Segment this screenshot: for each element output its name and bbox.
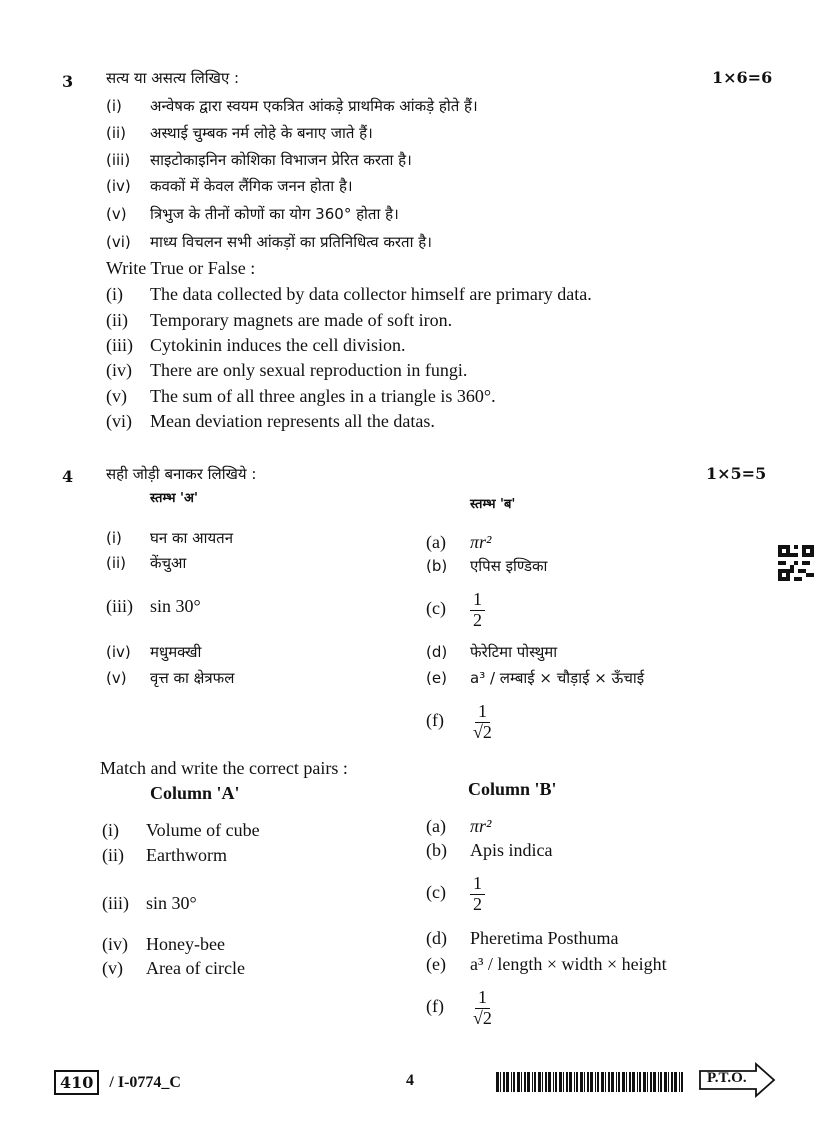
q4-number: 4 <box>62 467 74 486</box>
barcode-bar <box>521 1072 522 1092</box>
barcode-bar <box>569 1072 572 1092</box>
q4-english-col-a-heading: Column 'A' <box>150 783 240 803</box>
q3-english-item: (iii) Cytokinin induces the cell division. <box>106 335 406 355</box>
barcode-bar <box>496 1072 499 1092</box>
barcode-bar <box>576 1072 578 1092</box>
barcode-bar <box>597 1072 599 1092</box>
pto-label: P.T.O. <box>707 1070 747 1086</box>
q3-english-item: (v) The sum of all three angles in a triangle is 360°. <box>106 386 496 406</box>
barcode-bar <box>681 1072 683 1092</box>
barcode-bar <box>590 1072 593 1092</box>
barcode <box>496 1072 686 1092</box>
q4-hindi-col-b-item: (f) $\frac{1}{√2}$ <box>426 702 495 743</box>
paper-code: / I-0774_C <box>109 1073 181 1091</box>
barcode-bar <box>566 1072 568 1092</box>
barcode-bar <box>503 1072 505 1092</box>
q3-english-item: (vi) Mean deviation represents all the datas. <box>106 411 435 431</box>
barcode-bar <box>674 1072 677 1092</box>
barcode-bar <box>584 1072 585 1092</box>
barcode-bar <box>664 1072 667 1092</box>
qr-code <box>778 545 814 581</box>
barcode-bar <box>629 1072 631 1092</box>
barcode-bar <box>542 1072 543 1092</box>
barcode-bar <box>639 1072 641 1092</box>
q4-hindi-col-b-item: (a) πr² <box>426 532 492 552</box>
barcode-bar <box>548 1072 551 1092</box>
barcode-bar <box>527 1072 530 1092</box>
q3-hindi-item: (iv) कवकों में केवल लैंगिक जनन होता है। <box>106 177 353 195</box>
barcode-bar <box>524 1072 526 1092</box>
q4-hindi-col-a-item: (ii) केंचुआ <box>106 554 187 572</box>
page-number: 4 <box>406 1072 414 1089</box>
barcode-bar <box>595 1072 596 1092</box>
q3-hindi-item: (vi) माध्य विचलन सभी आंकड़ों का प्रतिनिधित्व करता है। <box>106 233 432 251</box>
barcode-bar <box>555 1072 557 1092</box>
q4-hindi-heading: सही जोड़ी बनाकर लिखिये : <box>106 465 257 483</box>
q3-hindi-item: (i) अन्वेषक द्वारा स्वयम एकत्रित आंकड़े प्राथमिक आंकड़े होते हैं। <box>106 97 478 115</box>
q3-hindi-item: (ii) अस्थाई चुम्बक नर्म लोहे के बनाए जाते हैं। <box>106 124 373 142</box>
barcode-bar <box>506 1072 509 1092</box>
q4-english-col-b-item: (b) Apis indica <box>426 840 553 860</box>
barcode-bar <box>626 1072 627 1092</box>
barcode-bar <box>601 1072 604 1092</box>
barcode-bar <box>611 1072 614 1092</box>
fraction: $\frac{1}{√2}$ <box>473 701 492 742</box>
q4-english-col-b-heading: Column 'B' <box>468 779 557 799</box>
q4-english-col-a-item: (v) Area of circle <box>102 958 245 978</box>
q4-hindi-col-b-heading: स्तम्भ 'ब' <box>470 497 516 512</box>
barcode-bar <box>605 1072 606 1092</box>
q4-english-col-a-item: (iii) sin 30° <box>102 893 197 913</box>
barcode-bar <box>643 1072 646 1092</box>
barcode-bar <box>534 1072 536 1092</box>
fraction: $\frac{1}{2}$ <box>470 874 485 915</box>
q4-hindi-col-b-item: (e) a³ / लम्बाई × चौड़ाई × ऊँचाई <box>426 669 645 687</box>
q4-english-col-a-item: (ii) Earthworm <box>102 845 227 865</box>
q3-marks: 1×6=6 <box>712 68 773 87</box>
barcode-bar <box>637 1072 638 1092</box>
q3-hindi-item: (iii) साइटोकाइनिन कोशिका विभाजन प्रेरित करता है। <box>106 151 412 169</box>
fraction: $\frac{1}{2}$ <box>470 590 485 631</box>
barcode-bar <box>587 1072 589 1092</box>
barcode-bar <box>668 1072 669 1092</box>
q4-hindi-col-a-item: (v) वृत्त का क्षेत्रफल <box>106 669 235 687</box>
barcode-bar <box>545 1072 547 1092</box>
q4-hindi-col-b-item: (d) फेरेटिमा पोस्थुमा <box>426 643 558 661</box>
barcode-bar <box>538 1072 541 1092</box>
barcode-bar <box>622 1072 625 1092</box>
barcode-bar <box>563 1072 564 1092</box>
q4-hindi-col-a-heading: स्तम्भ 'अ' <box>150 491 198 506</box>
q3-hindi-item: (v) त्रिभुज के तीनों कोणों का योग 360° होता है। <box>106 205 399 223</box>
pto-arrow <box>698 1062 776 1102</box>
barcode-bar <box>616 1072 617 1092</box>
q4-english-col-b-item: (c) $\frac{1}{2}$ <box>426 874 485 915</box>
q4-hindi-col-a-item: (iii) sin 30° <box>106 596 201 616</box>
barcode-bar <box>517 1072 520 1092</box>
paper-code-box: 410 <box>54 1070 99 1095</box>
q4-hindi-col-a-item: (iv) मधुमक्खी <box>106 643 202 661</box>
barcode-bar <box>618 1072 620 1092</box>
fraction: $\frac{1}{√2}$ <box>473 987 492 1028</box>
q4-marks: 1×5=5 <box>706 464 767 483</box>
q3-english-item: (ii) Temporary magnets are made of soft iron. <box>106 310 453 330</box>
q4-english-col-b-item: (f) $\frac{1}{√2}$ <box>426 988 495 1029</box>
q3-number: 3 <box>62 72 74 91</box>
q3-english-heading: Write True or False : <box>106 258 256 278</box>
q4-english-col-b-item: (a) πr² <box>426 816 492 836</box>
barcode-bar <box>658 1072 659 1092</box>
barcode-bar <box>511 1072 512 1092</box>
barcode-bar <box>679 1072 680 1092</box>
barcode-bar <box>608 1072 610 1092</box>
barcode-bar <box>500 1072 501 1092</box>
barcode-bar <box>632 1072 635 1092</box>
q4-hindi-col-a-item: (i) घन का आयतन <box>106 529 234 547</box>
q4-hindi-col-b-item: (c) $\frac{1}{2}$ <box>426 590 485 631</box>
q3-english-item: (i) The data collected by data collector himself are primary data. <box>106 284 592 304</box>
barcode-bar <box>660 1072 662 1092</box>
q4-english-col-b-item: (d) Pheretima Posthuma <box>426 928 619 948</box>
q4-english-col-a-item: (i) Volume of cube <box>102 820 260 840</box>
barcode-bar <box>513 1072 515 1092</box>
barcode-bar <box>574 1072 575 1092</box>
barcode-bar <box>553 1072 554 1092</box>
q4-english-col-a-item: (iv) Honey-bee <box>102 934 225 954</box>
q3-hindi-heading: सत्य या असत्य लिखिए : <box>106 69 240 87</box>
q4-english-heading: Match and write the correct pairs : <box>100 758 348 778</box>
footer <box>54 1070 181 1095</box>
q4-hindi-col-b-item: (b) एपिस इण्डिका <box>426 557 548 575</box>
q4-english-col-b-item: (e) a³ / length × width × height <box>426 954 667 974</box>
barcode-bar <box>653 1072 656 1092</box>
barcode-bar <box>580 1072 583 1092</box>
barcode-bar <box>671 1072 673 1092</box>
barcode-bar <box>532 1072 533 1092</box>
barcode-bar <box>647 1072 648 1092</box>
barcode-bar <box>650 1072 652 1092</box>
q3-english-item: (iv) There are only sexual reproduction in fungi. <box>106 360 468 380</box>
barcode-bar <box>559 1072 562 1092</box>
